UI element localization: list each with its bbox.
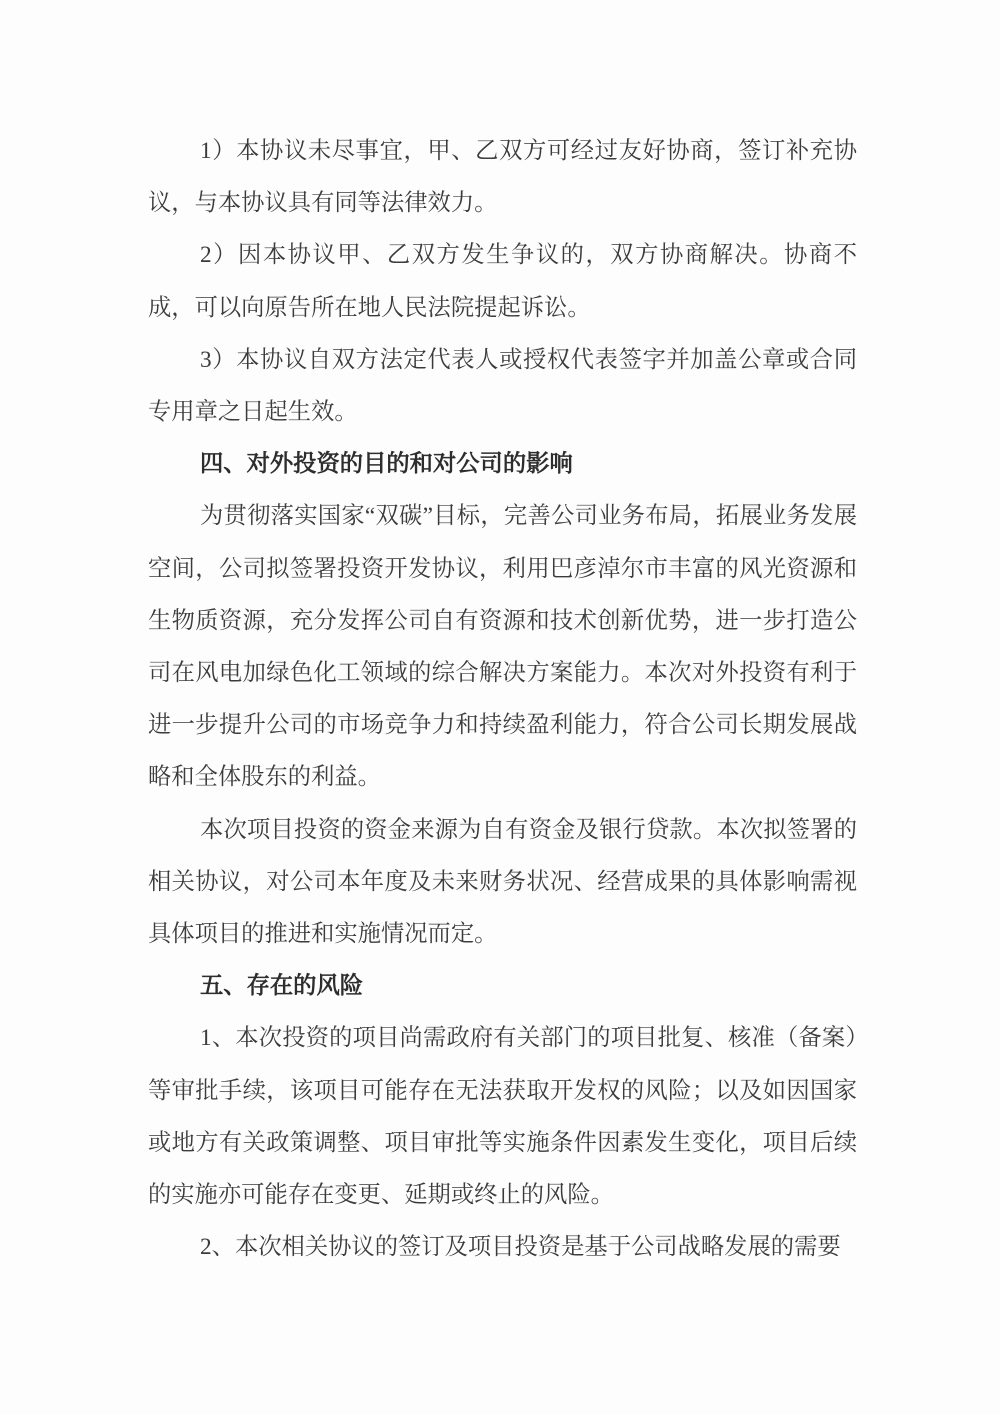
section-heading-5: 五、存在的风险 [200, 973, 364, 1000]
paragraph-risk-2: 2、本次相关协议的签订及项目投资是基于公司战略发展的需要 [200, 1234, 841, 1261]
document-text-block [148, 125, 857, 1273]
paragraph-clause-1: 1）本协议未尽事宜，甲、乙双方可经过友好协商，签订补充协议，与本协议具有同等法律效力。 [148, 138, 857, 217]
paragraph-risk-1: 1、本次投资的项目尚需政府有关部门的项目批复、核准（备案）等审批手续，该项目可能存在无法获取开发权的风险；以及如因国家或地方有关政策调整、项目审批等实施条件因素发生变化，项目后续的实施亦可能存在变更、延期或终止的风险。 [148, 1025, 857, 1209]
section-heading-4: 四、对外投资的目的和对公司的影响 [200, 451, 573, 478]
paragraph-clause-2: 2）因本协议甲、乙双方发生争议的，双方协商解决。协商不成，可以向原告所在地人民法院提起诉讼。 [148, 242, 857, 321]
paragraph-investment-purpose: 为贯彻落实国家“双碳”目标，完善公司业务布局，拓展业务发展空间，公司拟签署投资开发协议，利用巴彦淖尔市丰富的风光资源和生物质资源，充分发挥公司自有资源和技术创新优势，进一步打造公司在风电加绿色化工领域的综合解决方案能力。本次对外投资有利于进一步提升公司的市场竞争力和持续盈利能力，符合公司长期发展战略和全体股东的利益。 [148, 503, 857, 791]
paragraph-clause-3: 3）本协议自双方法定代表人或授权代表签字并加盖公章或合同专用章之日起生效。 [148, 346, 857, 426]
paragraph-funding-source: 本次项目投资的资金来源为自有资金及银行贷款。本次拟签署的相关协议，对公司本年度及未来财务状况、经营成果的具体影响需视具体项目的推进和实施情况而定。 [148, 816, 857, 948]
